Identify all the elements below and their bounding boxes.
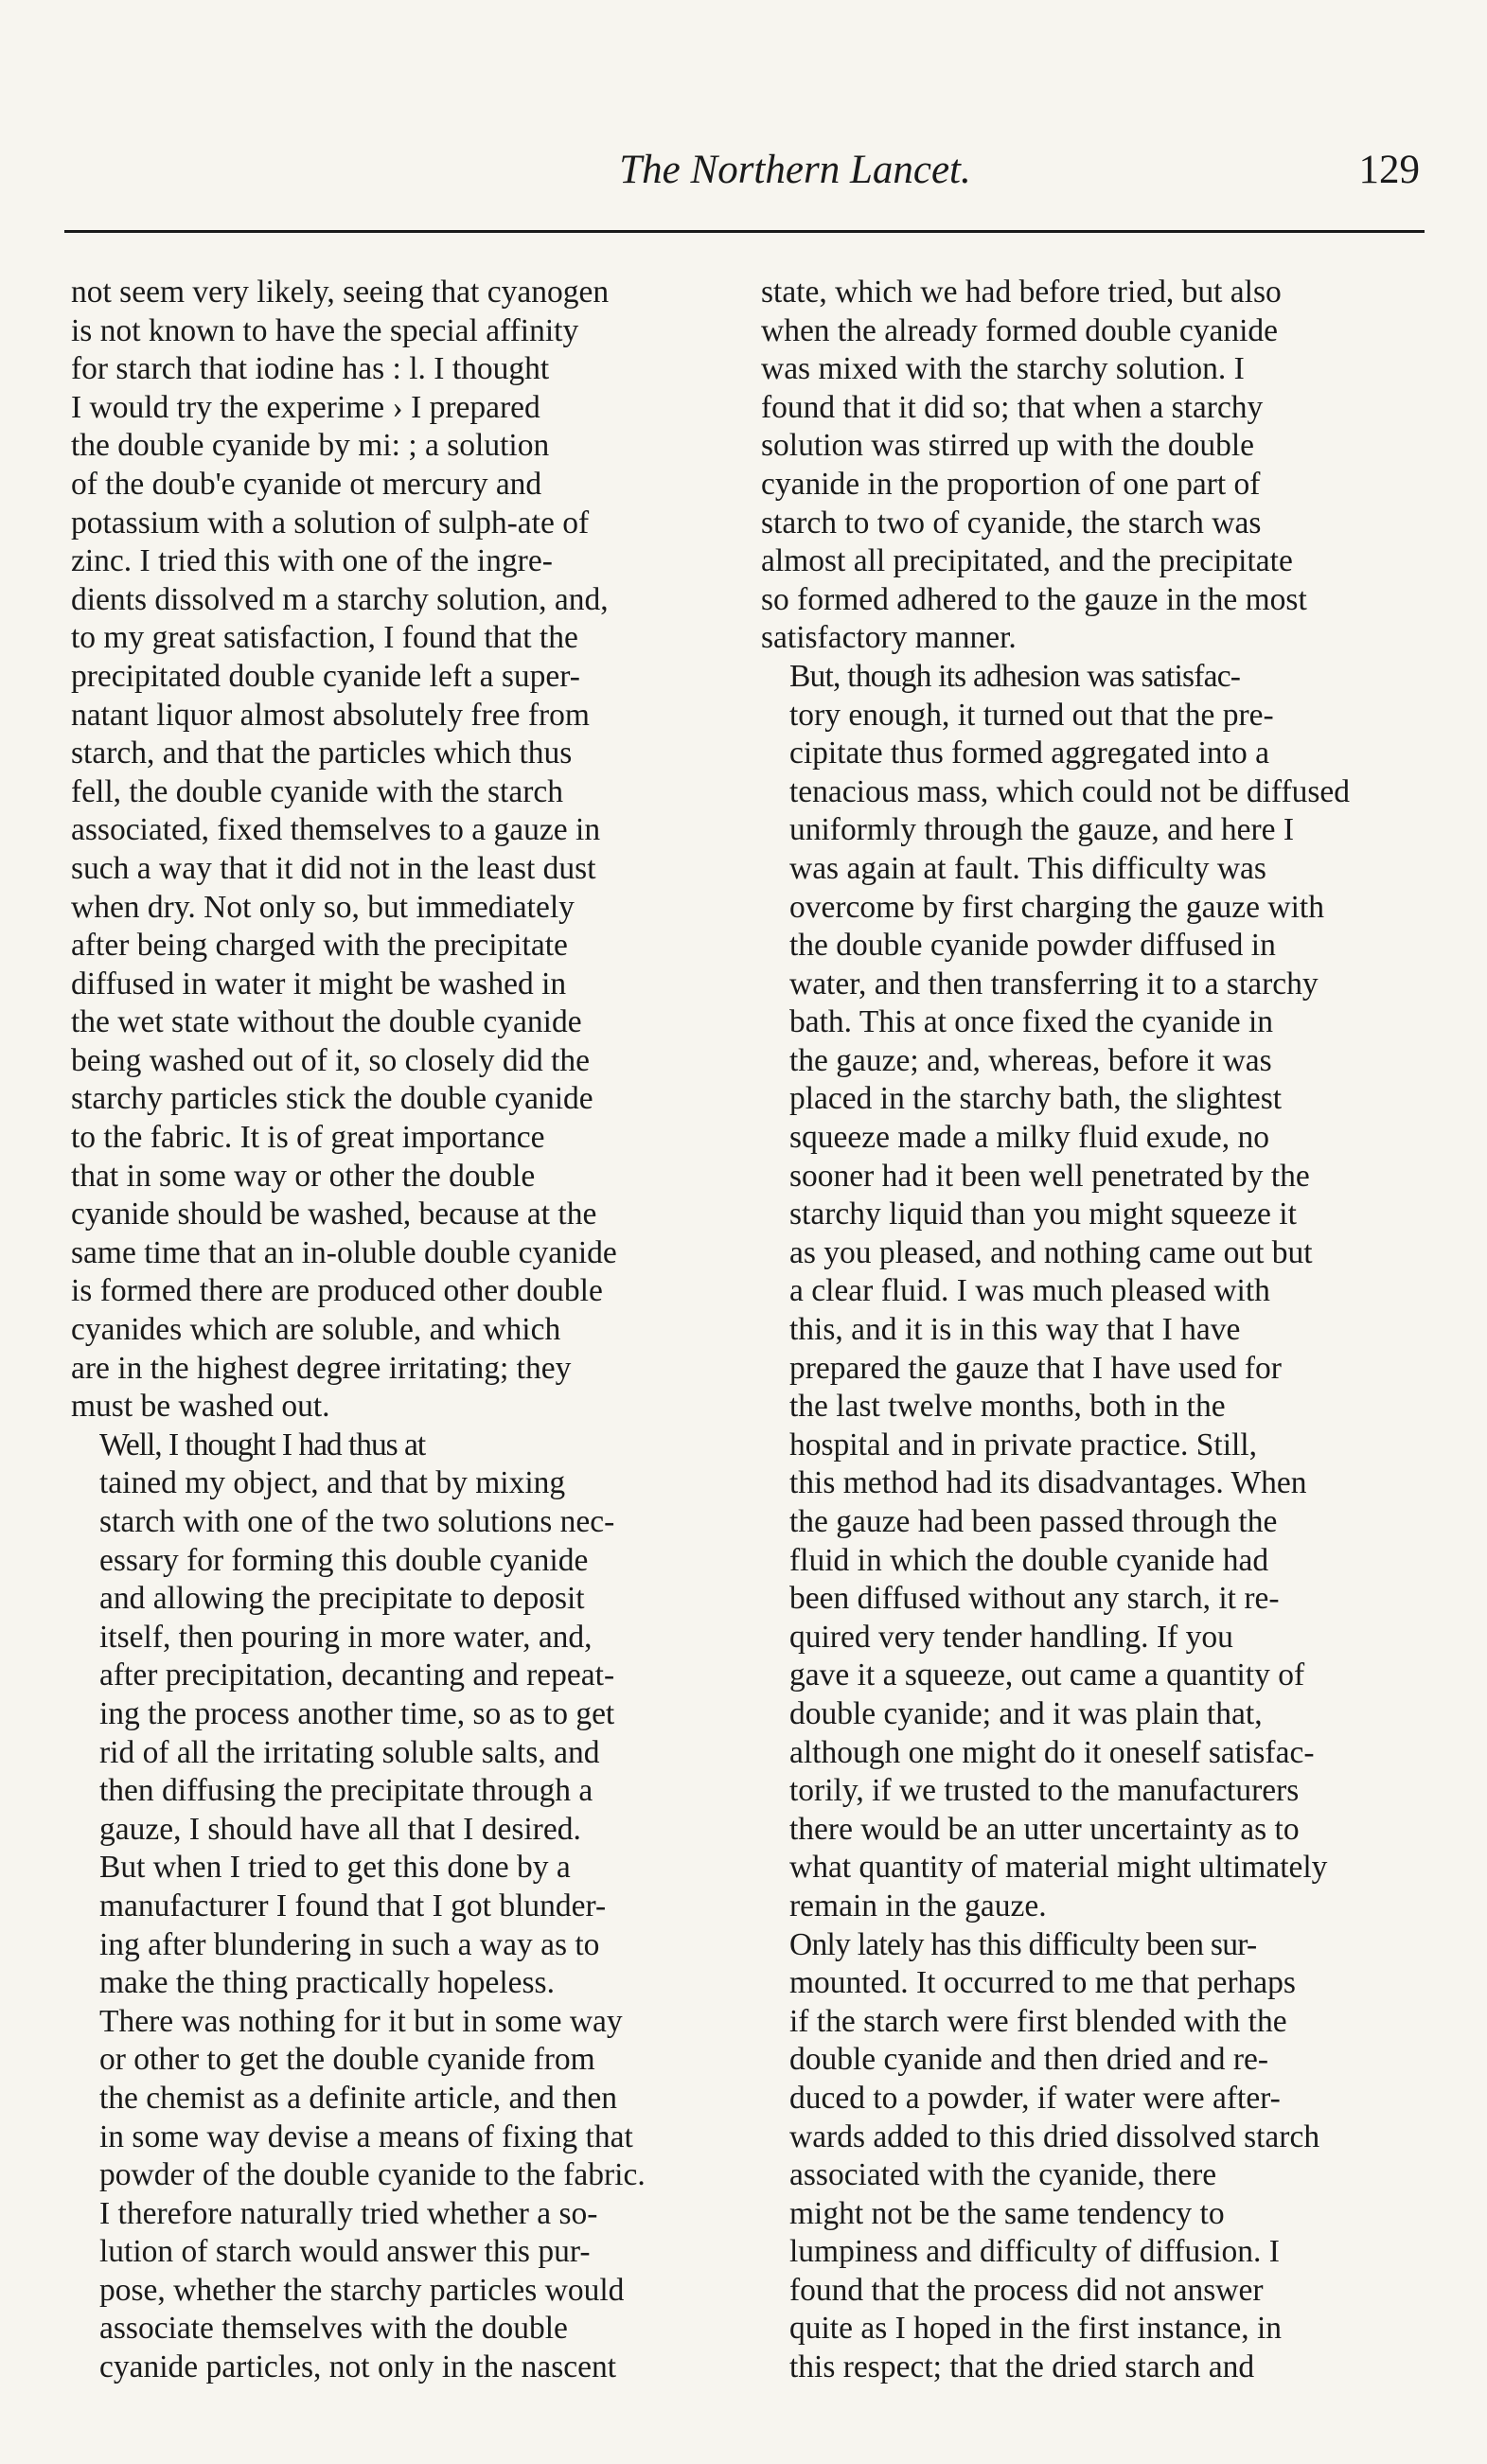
text-line: torily, if we trusted to the manufacturers — [789, 1773, 1300, 1809]
text-line: lution of starch would answer this pur- — [99, 2234, 591, 2270]
text-line: starchy particles stick the double cyanide — [71, 1081, 593, 1117]
text-line: not seem very likely, seeing that cyanogen — [71, 275, 610, 310]
text-line: is not known to have the special affinity — [71, 312, 579, 348]
text-line: But, though its adhesion was satisfac- — [789, 658, 1241, 694]
text-line: state, which we had before tried, but also — [761, 275, 1282, 310]
text-line: to my great satisfaction, I found that the — [71, 620, 578, 656]
text-line: or other to get the double cyanide from — [99, 2042, 595, 2078]
text-line: placed in the starchy bath, the slightest — [789, 1081, 1283, 1117]
text-line: cyanide should be washed, because at the — [71, 1197, 597, 1232]
text-line: duced to a powder, if water were after- — [789, 2080, 1281, 2116]
text-line: tained my object, and that by mixing — [99, 1465, 566, 1501]
header-rule — [64, 230, 1425, 233]
text-line: for starch that iodine has : l. I thought — [71, 351, 550, 387]
text-line: starch to two of cyanide, the starch was — [761, 505, 1262, 541]
text-line: I therefore naturally tried whether a so- — [99, 2195, 598, 2231]
text-line: in some way devise a means of fixing that — [99, 2118, 633, 2154]
text-line: is formed there are produced other double — [71, 1273, 603, 1309]
text-line: gave it a squeeze, out came a quantity of — [789, 1657, 1305, 1693]
text-line: essary for forming this double cyanide — [99, 1542, 589, 1578]
text-line: found that the process did not answer — [789, 2272, 1264, 2308]
text-line: starch, and that the particles which thus — [71, 736, 573, 771]
text-line: this respect; that the dried starch and — [789, 2349, 1255, 2385]
text-line: precipitated double cyanide left a super- — [71, 658, 580, 694]
text-line: cyanide particles, not only in the nascent — [99, 2349, 617, 2385]
text-line: might not be the same tendency to — [789, 2195, 1225, 2231]
text-line: of the doub'e cyanide ot mercury and — [71, 466, 542, 502]
text-line: solution was stirred up with the double — [761, 428, 1255, 464]
text-line: diffused in water it might be washed in — [71, 966, 567, 1002]
text-line: bath. This at once fixed the cyanide in — [789, 1004, 1274, 1040]
text-line: so formed adhered to the gauze in the most — [761, 581, 1307, 617]
text-line: this method had its disadvantages. When — [789, 1465, 1307, 1501]
text-line: such a way that it did not in the least dust — [71, 850, 596, 886]
text-line: make the thing practically hopeless. — [99, 1965, 555, 2001]
text-line: powder of the double cyanide to the fabric. — [99, 2157, 646, 2193]
text-line: double cyanide; and it was plain that, — [789, 1695, 1263, 1731]
text-line: cipitate thus formed aggregated into a — [789, 736, 1269, 771]
text-line: the chemist as a definite article, and then — [99, 2080, 617, 2116]
text-line: Only lately has this difficulty been sur- — [789, 1926, 1257, 1962]
text-line: manufacturer I found that I got blunder- — [99, 1888, 607, 1923]
text-line: starchy liquid than you might squeeze it — [789, 1197, 1297, 1232]
text-line: the wet state without the double cyanide — [71, 1004, 582, 1040]
text-line: when the already formed double cyanide — [761, 312, 1279, 348]
text-line: tenacious mass, which could not be diffused — [789, 773, 1351, 809]
text-line: There was nothing for it but in some way — [99, 2003, 623, 2039]
right-column — [761, 274, 1395, 2387]
text-line: almost all precipitated, and the precipitate — [761, 543, 1293, 579]
text-line: if the starch were first blended with the — [789, 2003, 1287, 2039]
text-line: uniformly through the gauze, and here I — [789, 812, 1295, 848]
text-line: the last twelve months, both in the — [789, 1389, 1226, 1425]
text-line: the double cyanide powder diffused in — [789, 928, 1276, 964]
page-number: 129 — [1358, 148, 1420, 192]
text-line: sooner had it been well penetrated by the — [789, 1158, 1310, 1194]
text-line: rid of all the irritating soluble salts, and — [99, 1734, 600, 1770]
text-line: been diffused without any starch, it re- — [789, 1581, 1280, 1617]
text-line: mounted. It occurred to me that perhaps — [789, 1965, 1296, 2001]
text-line: associated with the cyanide, there — [789, 2157, 1217, 2193]
paragraph — [761, 1926, 1395, 2387]
text-line: although one might do it oneself satisfac- — [789, 1734, 1315, 1770]
paragraph — [761, 274, 1395, 658]
text-line: natant liquor almost absolutely free from — [71, 697, 590, 733]
text-line: remain in the gauze. — [789, 1888, 1047, 1923]
text-line: Well, I thought I had thus at — [99, 1427, 426, 1462]
text-line: the gauze; and, whereas, before it was — [789, 1042, 1272, 1078]
text-line: satisfactory manner. — [761, 620, 1017, 656]
text-line: hospital and in private practice. Still, — [789, 1427, 1257, 1462]
text-line: quired very tender handling. If you — [789, 1619, 1233, 1655]
paragraph — [71, 1427, 705, 2387]
text-line: there would be an utter uncertainty as to — [789, 1811, 1300, 1847]
text-line: being washed out of it, so closely did the — [71, 1042, 591, 1078]
left-column — [71, 274, 705, 2387]
text-line: a clear fluid. I was much pleased with — [789, 1273, 1270, 1309]
text-line: fell, the double cyanide with the starch — [71, 773, 564, 809]
text-line: are in the highest degree irritating; they — [71, 1350, 572, 1386]
text-line: as you pleased, and nothing came out but — [789, 1234, 1313, 1270]
text-line: ing the process another time, so as to get — [99, 1695, 615, 1731]
text-line: potassium with a solution of sulph-ate of — [71, 505, 590, 541]
text-line: was again at fault. This difficulty was — [789, 850, 1266, 886]
text-line: pose, whether the starchy particles would — [99, 2272, 625, 2308]
text-line: cyanide in the proportion of one part of — [761, 466, 1261, 502]
text-line: then diffusing the precipitate through a — [99, 1773, 593, 1809]
text-line: that in some way or other the double — [71, 1158, 536, 1194]
text-line: gauze, I should have all that I desired. — [99, 1811, 581, 1847]
text-line: must be washed out. — [71, 1389, 330, 1425]
text-line: tory enough, it turned out that the pre- — [789, 697, 1274, 733]
text-line: squeeze made a milky fluid exude, no — [789, 1120, 1269, 1156]
text-line: zinc. I tried this with one of the ingre- — [71, 543, 553, 579]
text-line: wards added to this dried dissolved starch — [789, 2118, 1320, 2154]
text-line: quite as I hoped in the first instance, in — [789, 2311, 1283, 2347]
text-line: and allowing the precipitate to deposit — [99, 1581, 585, 1617]
running-title: The Northern Lancet. — [619, 148, 971, 192]
text-line: what quantity of material might ultimately — [789, 1850, 1328, 1886]
text-line: overcome by first charging the gauze with — [789, 889, 1324, 925]
text-line: associated, fixed themselves to a gauze in — [71, 812, 601, 848]
text-line: the double cyanide by mi: ; a solution — [71, 428, 550, 464]
text-line: starch with one of the two solutions nec- — [99, 1504, 615, 1539]
text-line: fluid in which the double cyanide had — [789, 1542, 1269, 1578]
text-line: But when I tried to get this done by a — [99, 1850, 571, 1886]
text-line: associate themselves with the double — [99, 2311, 568, 2347]
text-line: lumpiness and difficulty of diffusion. I — [789, 2234, 1280, 2270]
text-line: itself, then pouring in more water, and, — [99, 1619, 593, 1655]
text-line: I would try the experime › I prepared — [71, 389, 540, 425]
text-line: water, and then transferring it to a starchy — [789, 966, 1319, 1002]
text-line: same time that an in-oluble double cyanide — [71, 1234, 617, 1270]
text-line: cyanides which are soluble, and which — [71, 1312, 561, 1348]
text-line: after precipitation, decanting and repeat- — [99, 1657, 615, 1693]
text-line: dients dissolved m a starchy solution, and, — [71, 581, 609, 617]
text-line: this, and it is in this way that I have — [789, 1312, 1241, 1348]
text-line: was mixed with the starchy solution. I — [761, 351, 1245, 387]
text-line: the gauze had been passed through the — [789, 1504, 1278, 1539]
paragraph — [71, 274, 705, 1427]
text-line: prepared the gauze that I have used for — [789, 1350, 1282, 1386]
text-line: double cyanide and then dried and re- — [789, 2042, 1269, 2078]
text-line: ing after blundering in such a way as to — [99, 1926, 600, 1962]
text-line: to the fabric. It is of great importance — [71, 1120, 545, 1156]
text-line: found that it did so; that when a starchy — [761, 389, 1264, 425]
paragraph — [761, 658, 1395, 1926]
text-line: when dry. Not only so, but immediately — [71, 889, 575, 925]
text-line: after being charged with the precipitate — [71, 928, 568, 964]
